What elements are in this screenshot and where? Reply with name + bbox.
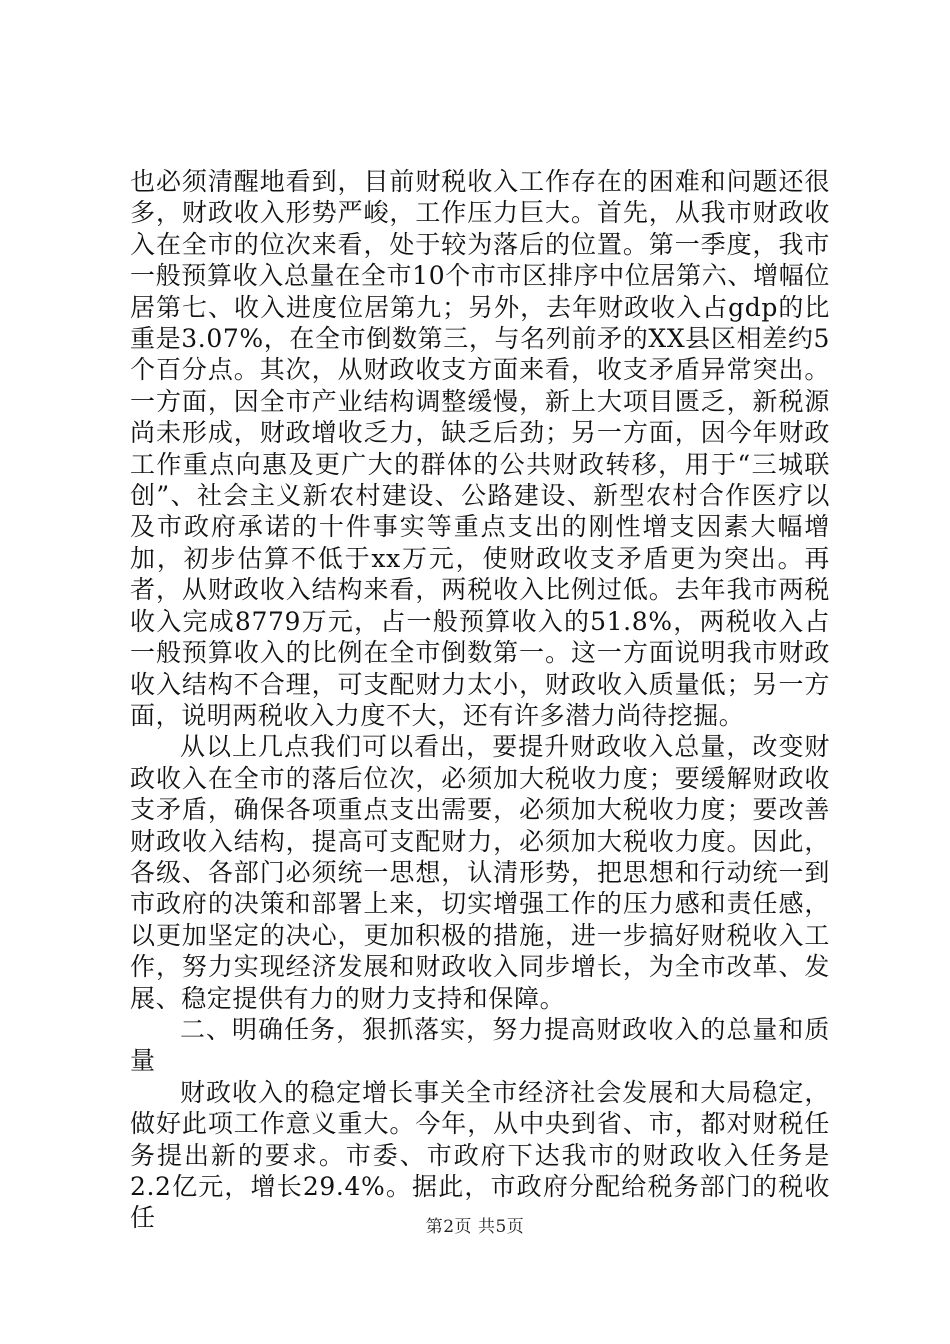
paragraph: 从以上几点我们可以看出，要提升财政收入总量，改变财政收入在全市的落后位次，必须加大税收力度；要缓解财政收支矛盾，确保各项重点支出需要，必须加大税收力度；要改善财政收入结构，提高可支配财力，必须加大税收力度。因此，各级、各部门必须统一思想，认清形势，把思想和行动统一到市政府的决策和部署上来，切实增强工作的压力感和责任感，以更加坚定的决心，更加积极的措施，进一步搞好财税收入工作，努力实现经济发展和财政收入同步增长，为全市改革、发展、稳定提供有力的财力支持和保障。 [130, 732, 830, 1013]
section-heading: 二、明确任务，狠抓落实，努力提高财政收入的总量和质量 [130, 1014, 830, 1076]
paragraph: 财政收入的稳定增长事关全市经济社会发展和大局稳定，做好此项工作意义重大。今年，从中央到省、市，都对财税任务提出新的要求。市委、市政府下达我市的财政收入任务是2.2亿元，增长29.4%。据此，市政府分配给税务部门的税收任 [130, 1077, 830, 1233]
document-body [130, 166, 830, 1234]
paragraph-continued: 也必须清醒地看到，目前财税收入工作存在的困难和问题还很多，财政收入形势严峻，工作压力巨大。首先，从我市财政收入在全市的位次来看，处于较为落后的位置。第一季度，我市一般预算收入总量在全市10个市市区排序中位居第六、增幅位居第七、收入进度位居第九；另外，去年财政收入占gdp的比重是3.07%，在全市倒数第三，与名列前矛的XX县区相差约5个百分点。其次，从财政收支方面来看，收支矛盾异常突出。一方面，因全市产业结构调整缓慢，新上大项目匮乏，新税源尚未形成，财政增收乏力，缺乏后劲；另一方面，因今年财政工作重点向惠及更广大的群体的公共财政转移，用于“三城联创”、社会主义新农村建设、公路建设、新型农村合作医疗以及市政府承诺的十件事实等重点支出的刚性增支因素大幅增加，初步估算不低于xx万元，使财政收支矛盾更为突出。再者，从财政收入结构来看，两税收入比例过低。去年我市两税收入完成8779万元，占一般预算收入的51.8%，两税收入占一般预算收入的比例在全市倒数第一。这一方面说明我市财政收入结构不合理，可支配财力太小，财政收入质量低；另一方面，说明两税收入力度不大，还有许多潜力尚待挖掘。 [130, 167, 830, 730]
page-footer: 第2页 共5页 [425, 1217, 525, 1237]
